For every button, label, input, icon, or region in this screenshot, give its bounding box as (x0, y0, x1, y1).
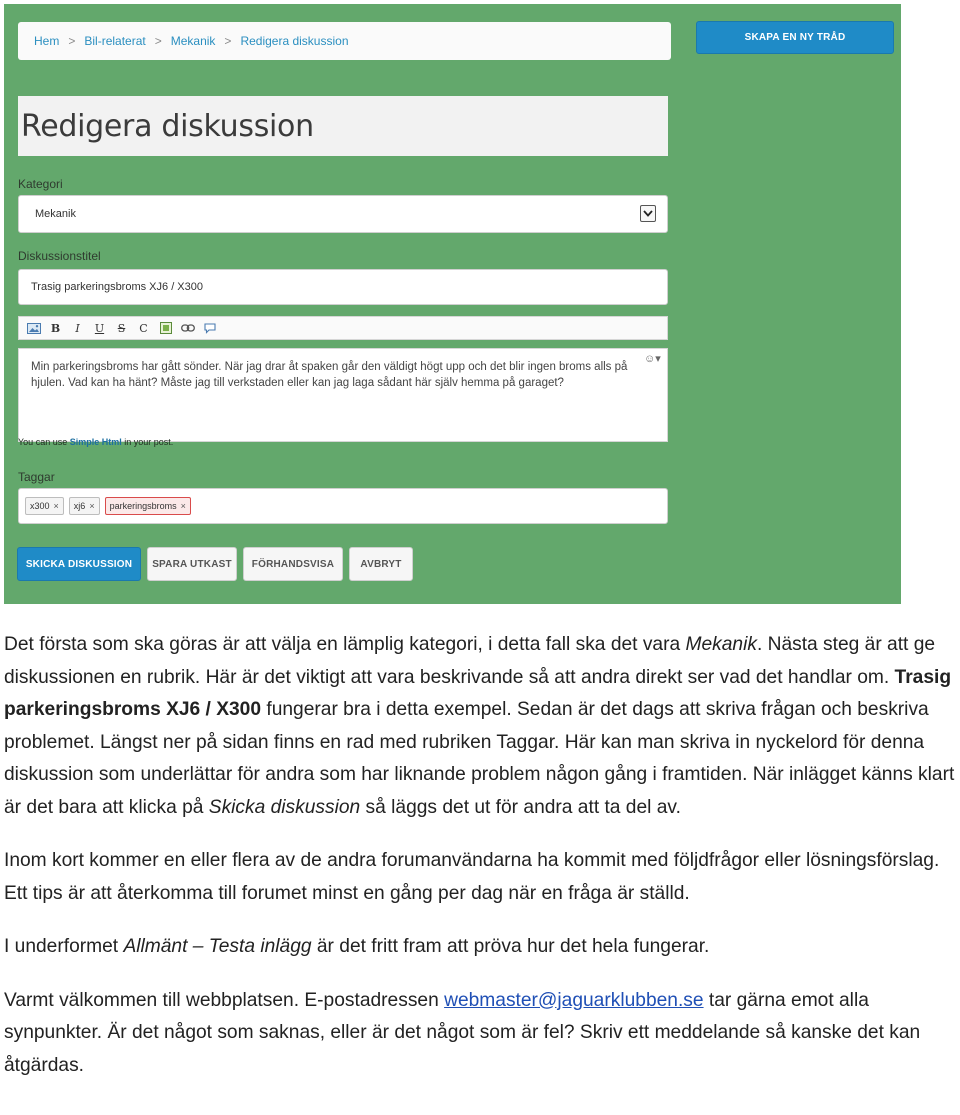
tag-chip-highlighted (105, 497, 191, 515)
remove-tag-icon[interactable]: × (53, 501, 59, 511)
remove-tag-icon[interactable]: × (89, 501, 95, 511)
preview-button[interactable]: FÖRHANDSVISA (243, 547, 343, 581)
text-run: är det fritt fram att pröva hur det hela fungerar. (311, 936, 710, 957)
embed-image-icon[interactable] (157, 320, 174, 337)
category-select[interactable] (18, 195, 668, 233)
breadcrumb-item-home[interactable]: Hem (34, 34, 60, 48)
hint-prefix: You can use (18, 437, 70, 447)
tag-text: x300 (30, 501, 50, 511)
breadcrumb-separator: > (224, 34, 232, 48)
chevron-down-icon[interactable] (640, 205, 656, 222)
create-thread-button[interactable]: SKAPA EN NY TRÅD (696, 21, 894, 54)
category-value: Mekanik (35, 208, 76, 220)
tag-text: parkeringsbroms (109, 501, 177, 511)
text-run: fungerar bra i detta exempel. Sedan är det dags att skriva frågan och beskriva problemet. Längst ner på sidan finns en rad med rubriken Taggar. Här kan man skriva in nyckelord för denna diskussion som underlättar för andra som har liknande problem någon gång i framtiden. När inlägget känns klart är det bara att klicka på (4, 699, 955, 818)
text-run: tar gärna emot alla synpunkter. Är det något som saknas, eller är det något som är fel? Skriv ett meddelande så kanske det kan åtgärdas. (4, 989, 921, 1076)
tag-chip (25, 497, 64, 515)
page-title-box (18, 96, 668, 156)
text-run: så läggs det ut för andra att ta del av. (360, 796, 681, 818)
text-run-italic: Skicka diskussion (208, 796, 361, 818)
breadcrumb-item-bil-relaterat[interactable]: Bil-relaterat (84, 34, 146, 48)
page-title: Redigera diskussion (21, 108, 314, 144)
tags-input[interactable] (18, 488, 668, 524)
tag-text: xj6 (73, 501, 86, 511)
breadcrumb-separator: > (154, 34, 162, 48)
paragraph-4 (4, 985, 959, 1083)
article-text (4, 629, 959, 1103)
text-run: Varmt välkommen till webbplatsen. E-postadressen (4, 989, 445, 1011)
paragraph-1 (4, 629, 959, 824)
text-run-bold: Trasig parkeringsbroms XJ6 / X300 (4, 666, 952, 720)
strikethrough-icon[interactable]: S (117, 321, 126, 335)
text-run: I underformet (4, 936, 124, 957)
italic-icon[interactable]: I (75, 321, 80, 335)
code-icon[interactable]: C (139, 321, 148, 335)
form-actions (17, 547, 413, 581)
cancel-button[interactable]: AVBRYT (349, 547, 413, 581)
quote-icon[interactable] (201, 320, 218, 337)
tag-chip (69, 497, 100, 515)
title-label: Diskussionstitel (18, 249, 101, 263)
email-link[interactable]: webmaster@jaguarklubben.se (444, 989, 704, 1011)
save-draft-button[interactable]: SPARA UTKAST (147, 547, 237, 581)
smiley-icon[interactable]: ☺▾ (644, 353, 661, 365)
underline-icon[interactable]: U (94, 321, 105, 335)
editor-hint (18, 437, 173, 447)
forum-screenshot (4, 4, 901, 604)
text-run-italic: Allmänt – Testa inlägg (123, 936, 312, 957)
bold-icon[interactable]: B (50, 321, 61, 335)
breadcrumb-separator: > (68, 34, 76, 48)
hint-suffix: in your post. (121, 437, 174, 447)
remove-tag-icon[interactable]: × (180, 501, 186, 511)
tags-label: Taggar (18, 470, 55, 484)
link-icon[interactable] (179, 320, 196, 337)
paragraph-2: Inom kort kommer en eller flera av de andra forumanvändarna ha kommit med följdfrågor eller lösningsförslag. Ett tips är att återkomma till forumet minst en gång per dag när en fråga är ställd. (4, 850, 940, 904)
text-run: . Nästa steg är att ge diskussionen en rubrik. Här är det viktigt att vara beskrivande så att andra direkt ser vad det handlar om. (4, 634, 936, 688)
breadcrumb-item-mekanik[interactable]: Mekanik (170, 34, 216, 48)
simple-html-link[interactable]: Simple Html (69, 437, 122, 447)
paragraph-3 (4, 931, 959, 964)
editor-toolbar (18, 316, 668, 340)
text-run-italic: Mekanik (685, 634, 757, 655)
category-label: Kategori (18, 177, 63, 191)
image-icon[interactable] (25, 320, 42, 337)
title-input[interactable] (18, 269, 668, 305)
message-editor[interactable] (18, 348, 668, 442)
submit-discussion-button[interactable]: SKICKA DISKUSSION (17, 547, 141, 581)
breadcrumb-item-current[interactable]: Redigera diskussion (240, 34, 349, 48)
text-run: Det första som ska göras är att välja en lämplig kategori, i detta fall ska det vara (4, 634, 686, 655)
breadcrumb (18, 22, 671, 60)
